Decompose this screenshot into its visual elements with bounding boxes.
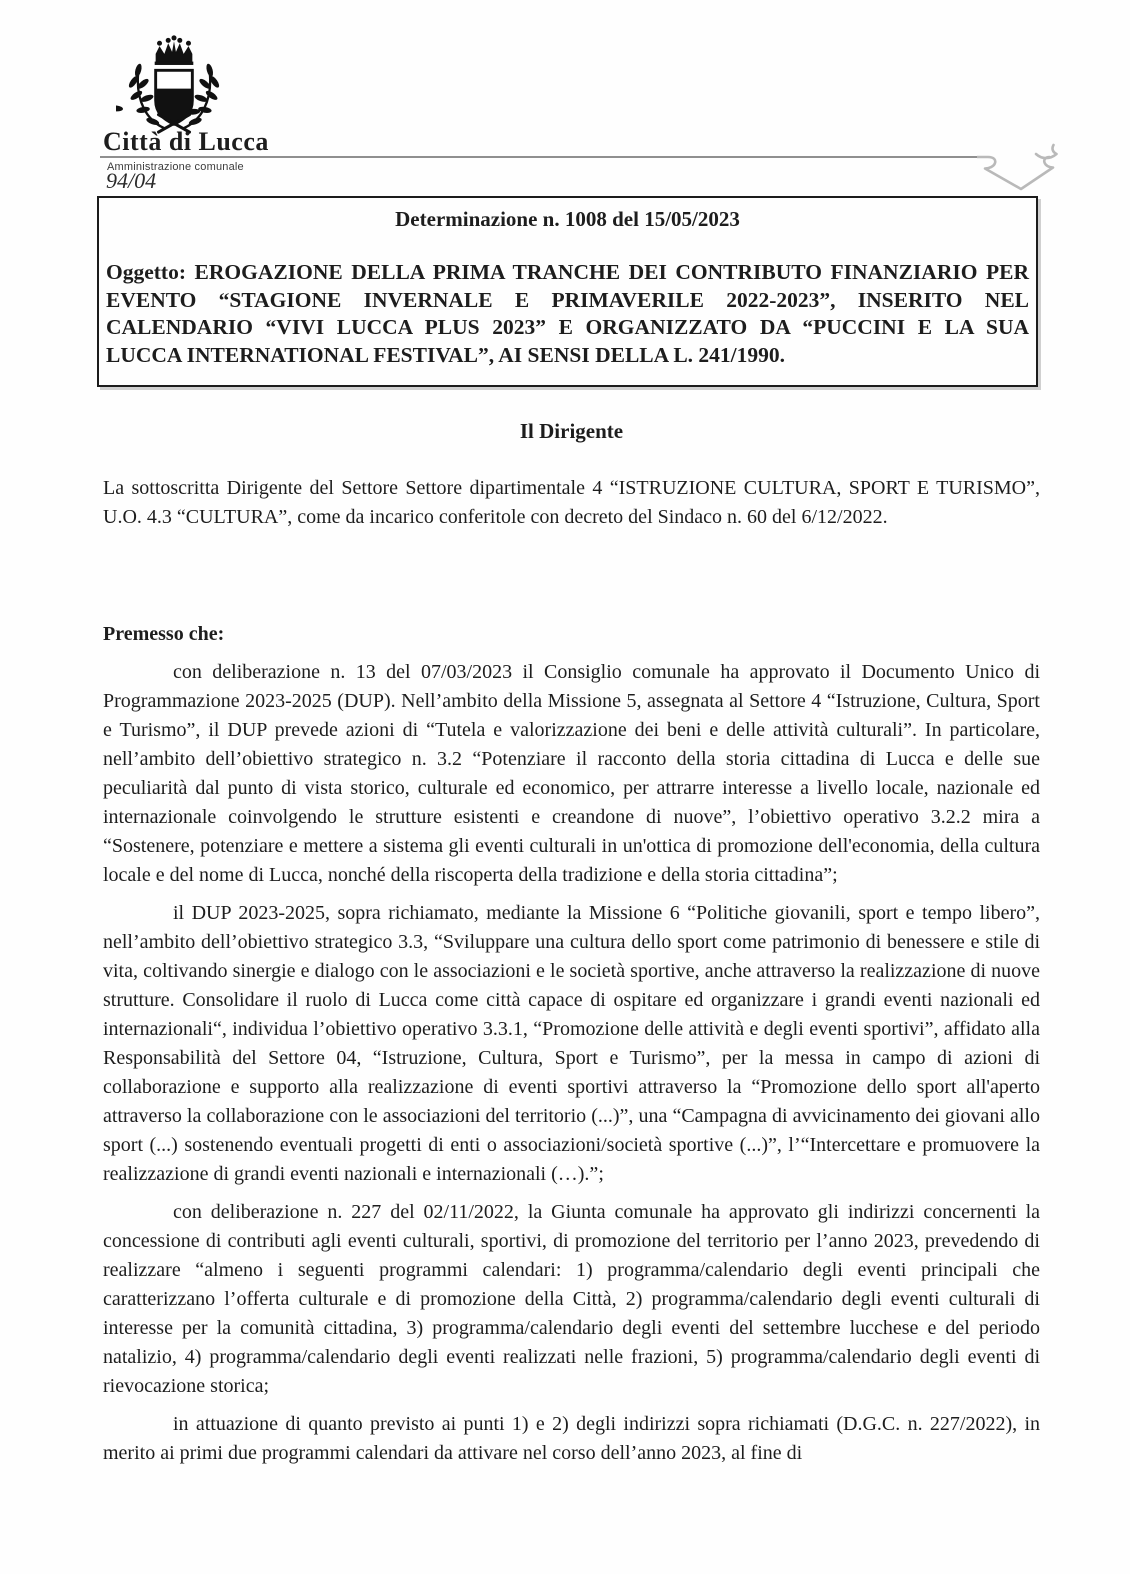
down-arrow-ornament-icon <box>977 143 1072 197</box>
premise-paragraph: il DUP 2023-2025, sopra richiamato, mediante la Missione 6 “Politiche giovanili, sport e tempo libero”, nell’ambito dell’obiettivo strategico 3.3, “Sviluppare una cultura dello sport come patrimonio di benessere e stile di vita, coltivando sinergie e dialogo con le associazioni e le società sportive, anche attraverso la realizzazione di nuove strutture. Consolidare il ruolo di Lucca come città capace di ospitare ed organizzare i grandi eventi nazionali ed internazionali“, individua l’obiettivo operativo 3.3.1, “Promozione delle attività e degli eventi sportivi”, affidato alla Responsabilità del Settore 04, “Istruzione, Cultura, Sport e Turismo”, per la messa in campo di azioni di collaborazione e supporto alla realizzazione di eventi sportivi attraverso la “Promozione dello sport all'aperto attraverso la collaborazione con le associazioni del territorio (...)”, una “Campagna di avvicinamento dei giovani allo sport (...) sostenendo eventuali progetti di enti o associazioni/società sportive (...)”, l’“Intercettare e promuovere la realizzazione di grandi eventi nazionali e internazionali (…).”; <box>103 902 1040 1185</box>
determination-title-box <box>97 196 1038 387</box>
city-of-lucca-coat-of-arms-icon <box>116 22 232 134</box>
role-heading: Il Dirigente <box>519 419 624 443</box>
determination-number: Determinazione n. 1008 del 15/05/2023 <box>395 207 740 231</box>
premise-paragraph: con deliberazione n. 13 del 07/03/2023 il Consiglio comunale ha approvato il Documento Unico di Programmazione 2023-2025 (DUP). Nell’ambito della Missione 5, assegnata al Settore 4 “Istruzione, Cultura, Sport e Turismo”, il DUP prevede azioni di “Tutela e valorizzazione dei beni e delle attività culturali”. In particolare, nell’ambito dell’obiettivo strategico n. 3.2 “Potenziare il racconto della storia cittadina di Lucca e delle sue peculiarità dal punto di vista storico, culturale ed economico, per attrarre interesse a livello locale, nazionale ed internazionale coinvolgendo le strutture esistenti e creandone di nuove”, l’obiettivo operativo 3.2.2 mira a “Sostenere, potenziare e mettere a sistema gli eventi culturali in un'ottica di promozione dell'economia, della cultura locale e del nome di Lucca, nonché della riscoperta della tradizione e della storia cittadina”; <box>103 661 1040 886</box>
header-divider <box>100 156 984 158</box>
premise-paragraph: con deliberazione n. 227 del 02/11/2022, la Giunta comunale ha approvato gli indirizzi concernenti la concessione di contributi agli eventi culturali, sportivi, di promozione del territorio per l’anno 2023, prevedendo di realizzare “almeno i seguenti programmi calendari: 1) programma/calendario degli eventi principali che caratterizzano l’offerta culturale e di promozione della Città, 2) programma/calendario degli eventi culturali di interesse per la comunità cittadina, 3) programma/calendario degli eventi del settembre lucchese e del periodo natalizio, 4) programma/calendario degli eventi realizzati nelle frazioni, 5) programma/calendario degli eventi di rievocazione storica; <box>103 1201 1040 1397</box>
city-name: Città di Lucca <box>103 127 269 156</box>
determination-subject: Oggetto: EROGAZIONE DELLA PRIMA TRANCHE DEI CONTRIBUTO FINANZIARIO PER EVENTO “STAGIONE INVERNALE E PRIMAVERILE 2022-2023”, INSERITO NEL CALENDARIO “VIVI LUCCA PLUS 2023” E ORGANIZZATO DA “PUCCINI E LA SUA LUCCA INTERNATIONAL FESTIVAL”, AI SENSI DELLA L. 241/1990. <box>106 260 1029 367</box>
protocol-number: 94/04 <box>106 168 157 193</box>
premise-heading: Premesso che: <box>103 623 225 645</box>
document-body <box>103 417 1040 1468</box>
premise-paragraph: in attuazione di quanto previsto ai punti 1) e 2) degli indirizzi sopra richiamati (D.G.C. n. 227/2022), in merito ai primi due programmi calendari da attivare nel corso dell’anno 2023, al fine di <box>103 1413 1040 1464</box>
administration-label: Amministrazione comunale <box>107 161 244 173</box>
intro-paragraph: La sottoscritta Dirigente del Settore Settore dipartimentale 4 “ISTRUZIONE CULTURA, SPORT E TURISMO”, U.O. 4.3 “CULTURA”, come da incarico conferitole con decreto del Sindaco n. 60 del 6/12/2022. <box>103 477 1040 528</box>
